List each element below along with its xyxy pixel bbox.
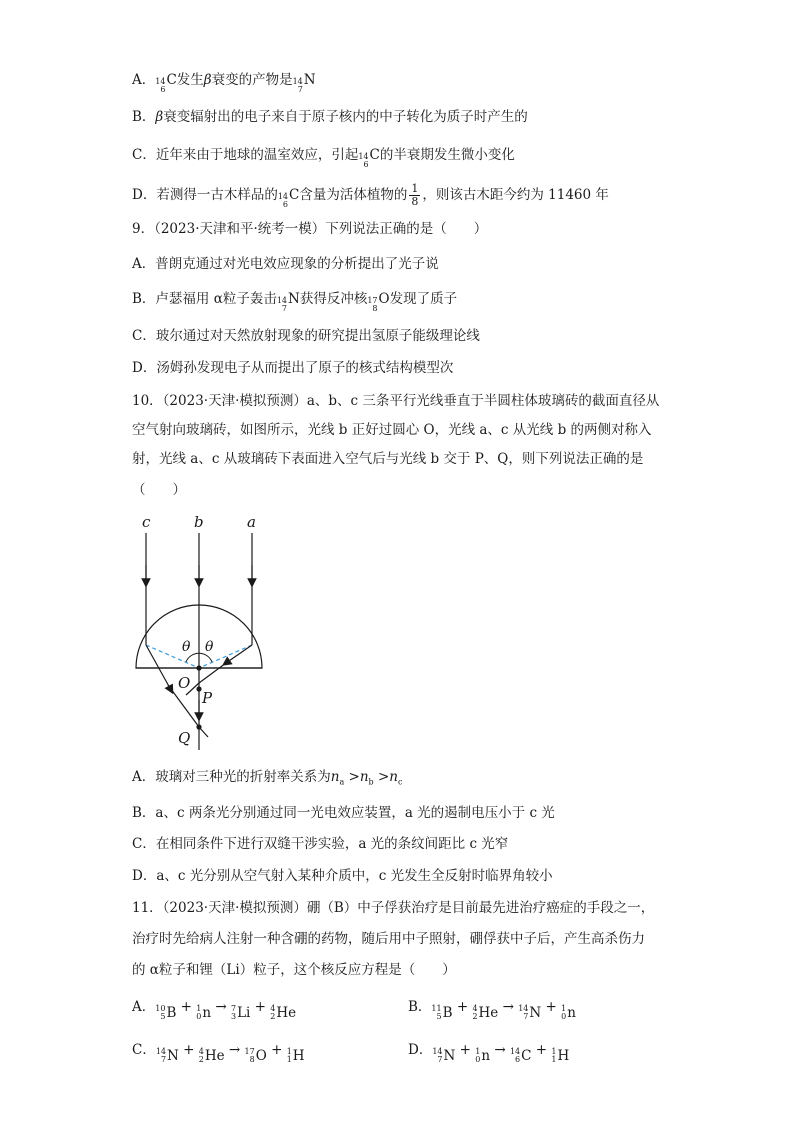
- q10-figure: [120, 505, 280, 755]
- q10-stem-line1: 10．（2023·天津·模拟预测）a、b、c 三条平行光线垂直于半圆柱体玻璃砖的截面直径从: [132, 393, 660, 409]
- fraction: $\frac{1}{8}$: [411, 182, 419, 208]
- q11-option-a[interactable]: A． 10 5 B + 1 0 n → 7 3 Li + 4 2 He: [132, 999, 297, 1021]
- theta-left: θ: [182, 639, 191, 655]
- point-q: [196, 724, 201, 729]
- normal-c: [146, 645, 199, 668]
- q9-option-d[interactable]: D．汤姆孙发现电子从而提出了原子的核式结构模型次: [132, 360, 454, 376]
- point-p: [196, 686, 201, 691]
- q10-option-c[interactable]: C．在相同条件下进行双缝干涉实验，a 光的条纹间距比 c 光窄: [132, 836, 509, 852]
- q11-option-d[interactable]: D． 14 7 N + 1 0 n → 14 6 C + 1 1 H: [408, 1042, 570, 1064]
- label-q: Q: [178, 729, 191, 747]
- theta-right: θ: [205, 639, 214, 655]
- q8-option-d[interactable]: D．若测得一古木样品的 14 6 C含量为活体植物的 $\frac{1}{8}$ ，则该古木距今约为 11460 年: [132, 182, 609, 209]
- label-ray-b: b: [194, 513, 204, 531]
- label-p: P: [202, 689, 213, 707]
- q9-stem: 9．（2023·天津和平·统考一模）下列说法正确的是（ ）: [132, 221, 488, 237]
- point-o: [196, 665, 201, 670]
- q11-option-c[interactable]: C． 14 7 N + 4 2 He → 17 8 O + 1 1 H: [132, 1042, 305, 1064]
- q9-option-c[interactable]: C．玻尔通过对天然放射现象的研究提出氢原子能级理论线: [132, 328, 480, 344]
- q11-option-b[interactable]: B． 11 5 B + 4 2 He → 14 7 N + 1 0 n: [408, 999, 576, 1021]
- q11-stem-line1: 11．（2023·天津·模拟预测）硼（B）中子俘获治疗是目前最先进治疗癌症的手段之一，: [132, 900, 655, 916]
- q9-option-a[interactable]: A．普朗克通过对光电效应现象的分析提出了光子说: [132, 256, 439, 272]
- q10-option-b[interactable]: B．a、c 两条光分别通过同一光电效应装置，a 光的遏制电压小于 c 光: [132, 805, 555, 821]
- q11-stem-line2: 治疗时先给病人注射一种含硼的药物，随后用中子照射，硼俘获中子后，产生高杀伤力: [132, 931, 645, 947]
- q9-option-b[interactable]: B．卢瑟福用 α粒子轰击 14 7 N获得反冲核 17 8 O发现了质子: [132, 291, 458, 313]
- label-ray-a: a: [247, 513, 256, 531]
- label-o: O: [178, 674, 191, 692]
- q10-stem-line3: 射，光线 a、c 从玻璃砖下表面进入空气后与光线 b 交于 P、Q，则下列说法正确的是: [132, 451, 644, 467]
- q10-option-d[interactable]: D．a、c 光分别从空气射入某种介质中，c 光发生全反射时临界角较小: [132, 868, 553, 884]
- q10-stem-line4: （ ）: [132, 482, 186, 498]
- q8-option-a[interactable]: A． 14 6 C发生β衰变的产物是 14 7 N: [132, 72, 316, 94]
- q10-option-a[interactable]: A．玻璃对三种光的折射率关系为$n_a >n_b >n_c$: [132, 769, 403, 787]
- q10-stem-line2: 空气射向玻璃砖，如图所示，光线 b 正好过圆心 O，光线 a、c 从光线 b 的两侧对称入: [132, 422, 652, 438]
- q8-option-c[interactable]: C．近年来由于地球的温室效应，引起 14 6 C的半衰期发生微小变化: [132, 147, 515, 169]
- q11-stem-line3: 的 α粒子和锂（Li）粒子，这个核反应方程是（ ）: [132, 962, 456, 978]
- label-ray-c: c: [142, 513, 151, 531]
- q8-option-b[interactable]: B．β衰变辐射出的电子来自于原子核内的中子转化为质子时产生的: [132, 109, 528, 125]
